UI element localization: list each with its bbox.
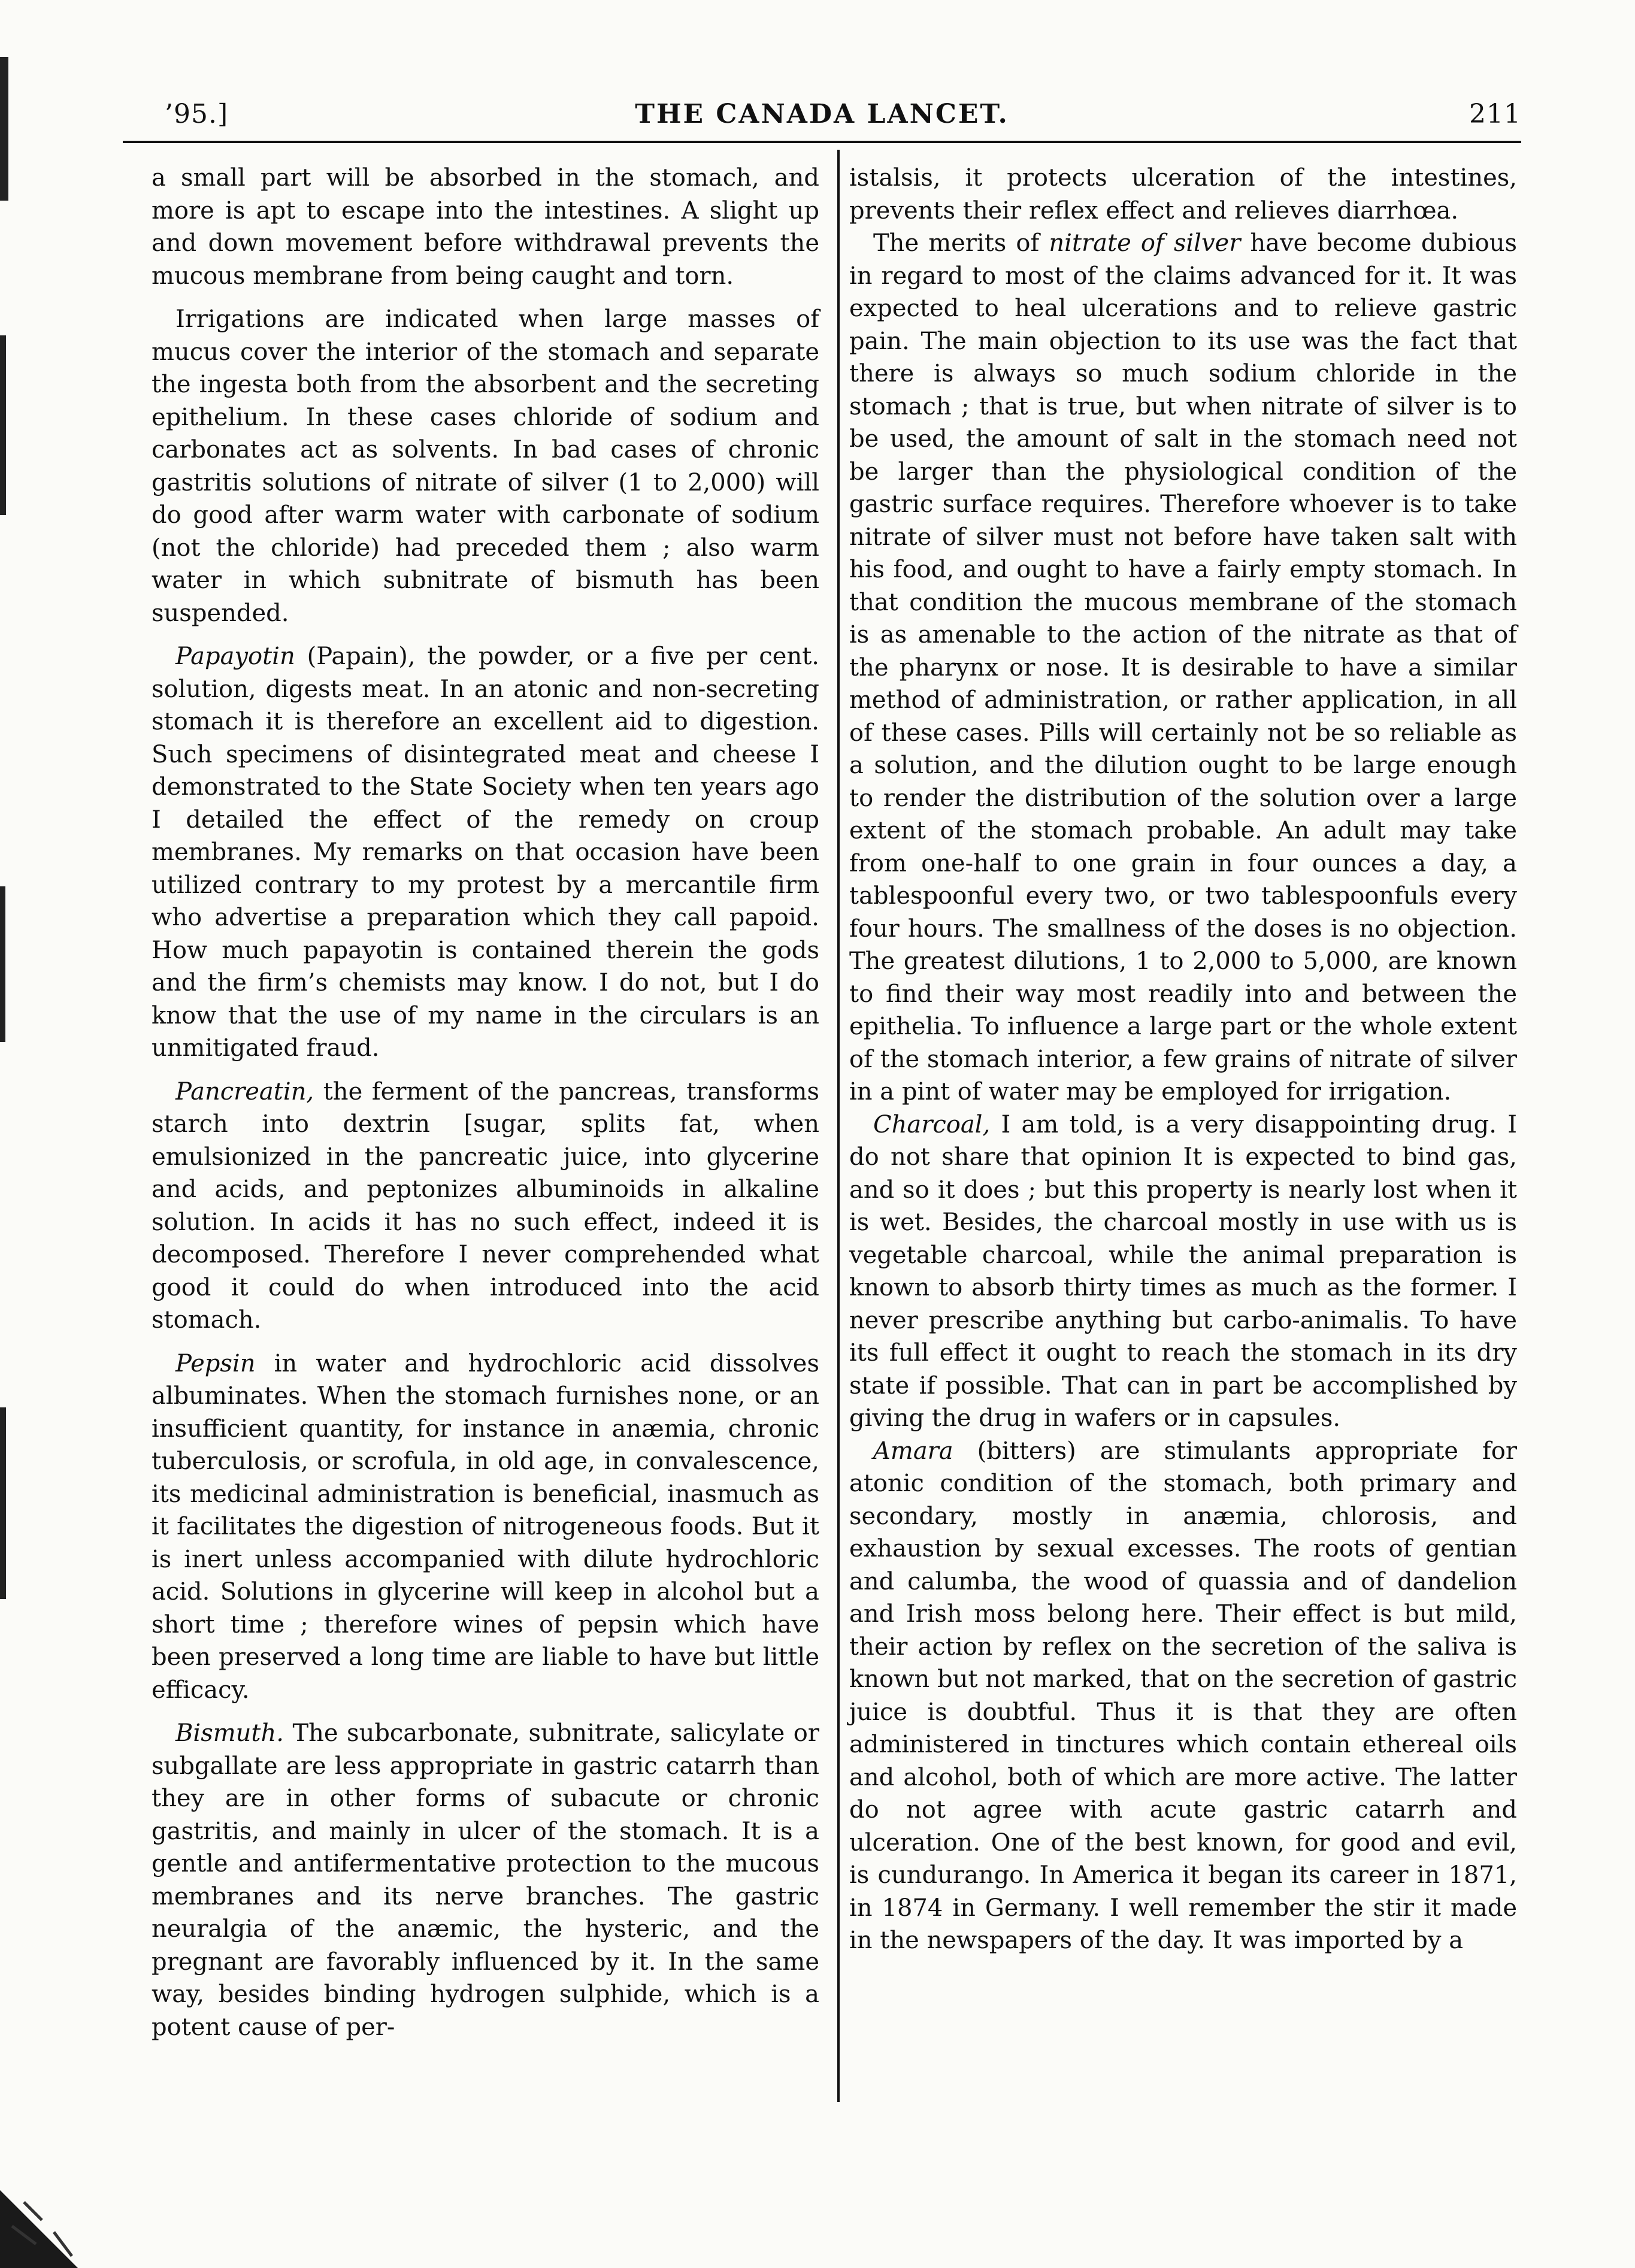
paragraph-body: I am told, is a very disappointing drug. I do not share that opinion It is expected to bind gas, and so it does ; but this property is nearly lost when it is wet. Besides, the charcoal mostly in use with us is vegetable charcoal, while the animal preparation is known to absorb thirty times as much as the former. I never prescribe anything but carbo-animalis. To have its full effect it ought to reach the stomach in its dry state if possible. That can in part be accomplished by giving the drug in wafers or in capsules. [849,1110,1517,1432]
paragraph [152,1348,819,1707]
paragraph [152,640,819,1065]
scan-edge-mark [0,886,5,1042]
header-rule [123,141,1521,143]
paragraph [152,1717,819,2043]
left-column [152,162,819,2043]
drug-term: Bismuth. [175,1719,284,1747]
drug-term: nitrate of silver [1049,229,1241,257]
drug-term: Charcoal, [873,1110,991,1138]
scan-edge-mark [0,57,8,201]
volume-year: ’95.] [165,99,229,129]
right-column [849,162,1517,1957]
scan-corner-smudge [0,2166,96,2268]
paragraph-body: have become dubious in regard to most of the claims advanced for it. It was expected to heal ulcerations and to relieve gastric pain. The main objection to its use was the fact that there is always so much sodium chloride in the stomach ; that is true, but when nitrate of silver is to be used, the amount of salt in the stomach need not be larger than the physiological condition of the gastric surface requires. Therefore whoever is to take nitrate of silver must not before have taken salt with his food, and ought to have a fairly empty stomach. In that condition the mucous membrane of the stomach is as amenable to the action of the nitrate as that of the pharynx or nose. It is desirable to have a similar method of administration, or rather application, in all of these cases. Pills will certainly not be so reliable as a solution, and the dilution ought to be large enough to render the distribution of the solution over a large extent of the stomach probable. An adult may take from one-half to one grain in four ounces a day, a tablespoonful every two, or two tablespoonfuls every four hours. The smallness of the doses is no objection. The greatest dilutions, 1 to 2,000 to 5,000, are known to find their way most readily into and between the epithelia. To influence a large part or the whole extent of the stomach interior, a few grains of nitrate of silver in a pint of water may be employed for irrigation. [849,229,1517,1106]
running-header [123,93,1521,141]
paragraph [152,1076,819,1337]
scan-edge-mark [0,1407,6,1599]
drug-term: Papayotin [175,643,295,670]
scan-edge-mark [0,335,6,515]
paragraph-lead: The merits of [873,229,1049,257]
paragraph: Irrigations are indicated when large masses of mucus cover the interior of the stomach and separate the ingesta both from the absorbent and the secreting epithelium. In these cases chloride of sodium and carbonates act as solvents. In bad cases of chronic gastritis solutions of nitrate of silver (1 to 2,000) will do good after warm water with carbonate of sodium (not the chloride) had preceded them ; also warm water in which subnitrate of bismuth has been suspended. [152,305,819,627]
paragraph-body: in water and hydrochloric acid dissolves albuminates. When the stomach furnishes none, or an insufficient quantity, for instance in anæmia, chronic tuberculosis, or scrofula, in old age, in convalescence, its medicinal administration is beneficial, inasmuch as it facilitates the digestion of nitrogeneous foods. But it is inert unless accompanied with dilute hydrochloric acid. Solutions in glycerine will keep in alcohol but a short time ; therefore wines of pepsin which have been preserved a long time are liable to have but little efficacy. [152,1349,819,1704]
drug-term: Pancreatin, [175,1077,314,1106]
paragraph: a small part will be absorbed in the stomach, and more is apt to escape into the intestines. A slight up and down movement before withdrawal prevents the mucous membrane from being caught and torn. [152,164,819,290]
paragraph-body: (Papain), the powder, or a five per cent. solution, digests meat. In an atonic and non-secreting stomach it is therefore an excellent aid to digestion. Such specimens of disintegrated meat and cheese I demonstrated to the State Society when ten years ago I detailed the effect of the remedy on croup membranes. My remarks on that occasion have been utilized contrary to my protest by a mercantile firm who advertise a preparation which they call papoid. How much papayotin is contained therein the gods and the firm’s chemists may know. I do not, but I do know that the use of my name in the circulars is an unmitigated fraud. [152,643,819,1062]
drug-term: Pepsin [175,1349,256,1377]
paragraph-body: The subcarbonate, subnitrate, salicylate or subgallate are less appropriate in gastric catarrh than they are in other forms of subacute or chronic gastritis, and mainly in ulcer of the stomach. It is a gentle and antifermentative protection to the mucous membranes and its nerve branches. The gastric neuralgia of the anæmic, the hysteric, and the pregnant are favorably influenced by it. In the same way, besides binding hydrogen sulphide, which is a potent cause of per- [152,1719,819,2041]
paragraph [849,227,1517,1109]
paragraph: istalsis, it protects ulceration of the intestines, prevents their reflex effect and relieves diarrhœa. [849,164,1517,225]
page-number: 211 [1469,99,1521,129]
paragraph-body: (bitters) are stimulants appropriate for atonic condition of the stomach, both primary and secondary, mostly in anæmia, chlorosis, and exhaustion by sexual excesses. The roots of gentian and calumba, the wood of quassia and of dandelion and Irish moss belong here. Their effect is but mild, their action by reflex on the secretion of the saliva is known but not marked, that on the secretion of gastric juice is doubtful. Thus it is that they are often administered in tinctures which contain ethereal oils and alcohol, both of which are more active. The latter do not agree with acute gastric catarrh and ulceration. One of the best known, for good and evil, is cundurango. In America it began its career in 1871, in 1874 in Germany. I well remember the stir it made in the newspapers of the day. It was imported by a [849,1437,1517,1954]
drug-term: Amara [873,1437,953,1465]
column-rule [837,150,840,2102]
paragraph [849,1109,1517,1435]
paragraph [849,1435,1517,1957]
journal-title: THE CANADA LANCET. [635,99,1009,129]
paragraph-body: the ferment of the pancreas, transforms starch into dextrin [sugar, splits fat, when emulsionized in the pancreatic juice, into glycerine and acids, and peptonizes albuminoids in alkaline solution. In acids it has no such effect, indeed it is decomposed. Therefore I never comprehended what good it could do when introduced into the acid stomach. [152,1077,819,1334]
